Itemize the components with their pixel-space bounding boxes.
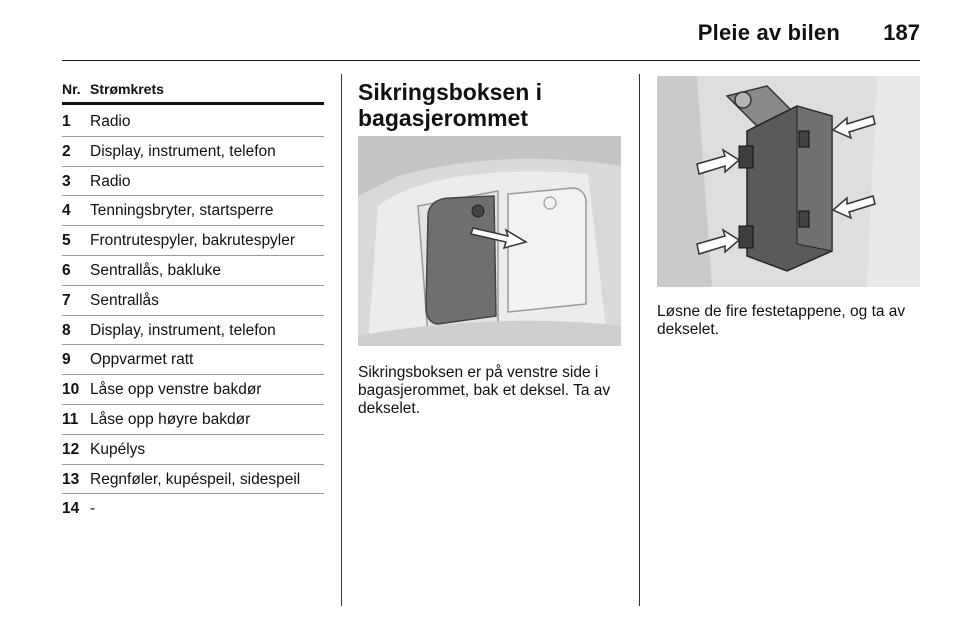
column-header-nr: Nr. (62, 81, 81, 97)
fuse-number: 5 (62, 232, 71, 250)
fuse-circuit: Display, instrument, telefon (90, 321, 276, 339)
fuse-circuit: Låse opp høyre bakdør (90, 410, 251, 428)
fuse-number: 1 (62, 113, 71, 130)
column-divider-right (639, 74, 640, 606)
fuse-circuit: Regnføler, kupéspeil, sidespeil (90, 470, 301, 488)
fuse-circuit: Frontrutespyler, bakrutespyler (90, 232, 296, 250)
fusebox-illustration (657, 76, 920, 287)
fuse-circuit: Sentrallås, bakluke (90, 261, 221, 279)
fuse-table (62, 78, 324, 523)
table-row (62, 256, 324, 286)
fuse-number: 14 (62, 500, 80, 518)
table-row (62, 375, 324, 405)
fuse-number: 6 (62, 261, 71, 279)
fuse-number: 13 (62, 470, 80, 488)
trunk-caption: Sikringsboksen er på venstre side i bagasjerommet, bak et deksel. Ta av dekselet. (358, 364, 611, 417)
fuse-circuit: Oppvarmet ratt (90, 351, 194, 369)
table-row (62, 465, 324, 495)
table-row (62, 494, 324, 523)
fuse-number: 2 (62, 142, 71, 160)
fuse-number: 4 (62, 202, 71, 220)
trunk-illustration-svg (358, 136, 621, 346)
fuse-number: 8 (62, 321, 71, 339)
fusebox-illustration-svg (657, 76, 920, 287)
fuse-circuit: - (90, 500, 96, 518)
fuse-circuit: Radio (90, 172, 131, 190)
page-number: 187 (883, 20, 920, 45)
table-row (62, 167, 324, 197)
table-row (62, 137, 324, 167)
page-header-title: Pleie av bilen (697, 20, 840, 45)
fuse-number: 3 (62, 172, 71, 190)
fuse-number: 11 (62, 410, 79, 428)
fuse-number: 10 (62, 381, 80, 399)
fuse-circuit: Display, instrument, telefon (90, 142, 276, 160)
table-row (62, 107, 324, 137)
fuse-circuit: Radio (90, 113, 131, 130)
fuse-number: 12 (62, 440, 80, 458)
table-header (62, 78, 324, 105)
fuse-circuit: Låse opp venstre bakdør (90, 381, 262, 399)
fuse-number: 9 (62, 351, 71, 369)
column-header-circuit: Strømkrets (90, 81, 164, 97)
table-row (62, 435, 324, 465)
table-body (62, 107, 324, 523)
table-row (62, 226, 324, 256)
fuse-circuit: Sentrallås (90, 291, 159, 309)
trunk-illustration (358, 136, 621, 346)
fuse-circuit: Tenningsbryter, startsperre (90, 202, 274, 220)
column-divider-left (341, 74, 342, 606)
table-row (62, 286, 324, 316)
table-row (62, 316, 324, 346)
fusebox-caption: Løsne de fire festetappene, og ta av dekselet. (657, 303, 906, 338)
fuse-number: 7 (62, 291, 71, 309)
table-row (62, 405, 324, 435)
page-header (62, 14, 920, 61)
fuse-circuit: Kupélys (90, 440, 146, 458)
table-row (62, 345, 324, 375)
section-title: Sikringsboksen i bagasjerommet (358, 79, 543, 131)
table-row (62, 196, 324, 226)
